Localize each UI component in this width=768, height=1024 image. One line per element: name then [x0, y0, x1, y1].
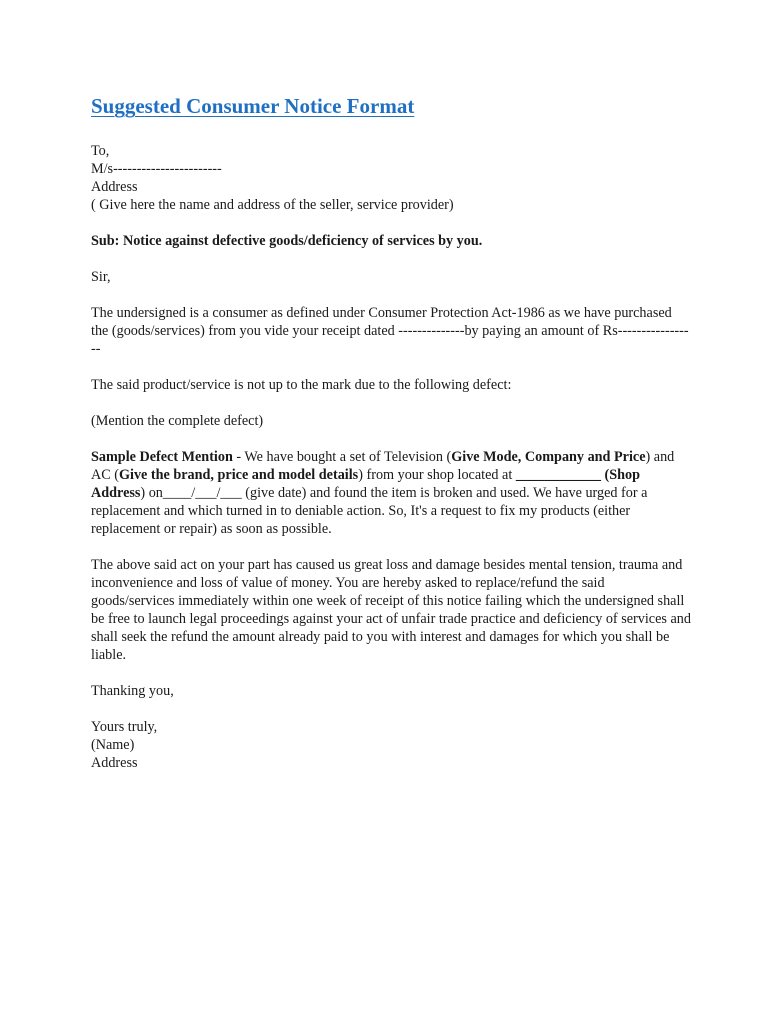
to-line: To,: [91, 143, 110, 159]
sample-text-3: ) from your shop located at: [358, 467, 516, 483]
paragraph-defect-intro: The said product/service is not up to the mark due to the following defect:: [91, 377, 512, 393]
closing-block: [91, 718, 691, 772]
paragraph-consumer-statement: The undersigned is a consumer as defined under Consumer Protection Act-1986 as we have purchased the (goods/services) from you vide your receipt dated --------------by paying an amount of Rs-----------------: [91, 305, 689, 357]
subject-text: Sub: Notice against defective goods/deficiency of services by you.: [91, 233, 483, 249]
yours-truly: Yours truly,: [91, 719, 158, 735]
subject-line: [91, 232, 691, 250]
sample-bold-2: Give the brand, price and model details: [118, 467, 359, 483]
date-blank: ____/___/___: [162, 485, 242, 501]
document-title: Suggested Consumer Notice Format: [91, 94, 415, 118]
recipient-address-block: [91, 142, 691, 214]
document-page: [91, 92, 691, 790]
address-line: Address: [91, 179, 138, 195]
ms-line: M/s-----------------------: [91, 161, 222, 177]
paragraph-damages: The above said act on your part has caused us great loss and damage besides mental tension, trauma and inconvenience and loss of value of money. You are hereby asked to replace/refund the said goods/services immediately within one week of receipt of this notice failing which the undersigned shall be free to launch legal proceedings against your act of unfair trade practice and deficiency of services and shall seek the refund the amount already paid to you with interest and damages for which you shall be liable.: [91, 557, 691, 663]
sample-text-5: (give date) and found the item is broken and used. We have urged for a replacement and which turned in to deniable action. So, It's a request to fix my products (either replacement or repair) as soon as possible.: [91, 485, 648, 537]
closing-name: (Name): [91, 737, 135, 753]
sample-text-4: ) on: [140, 485, 163, 501]
paragraph-mention-defect: (Mention the complete defect): [91, 413, 264, 429]
address-hint: ( Give here the name and address of the seller, service provider): [91, 197, 454, 213]
salutation: Sir,: [91, 269, 111, 285]
sample-bold-3: (Shop Address: [91, 467, 640, 501]
shop-blank: ____________: [515, 467, 601, 483]
thanking-line: Thanking you,: [91, 683, 174, 699]
sample-label: Sample Defect Mention: [91, 449, 233, 465]
paragraph-sample-defect: [91, 448, 691, 538]
sample-bold-1: Give Mode, Company and Price: [451, 449, 646, 465]
sample-text-1: - We have bought a set of Television (: [232, 449, 452, 465]
sample-text-2: ) and AC (: [91, 449, 675, 483]
closing-address: Address: [91, 755, 138, 771]
